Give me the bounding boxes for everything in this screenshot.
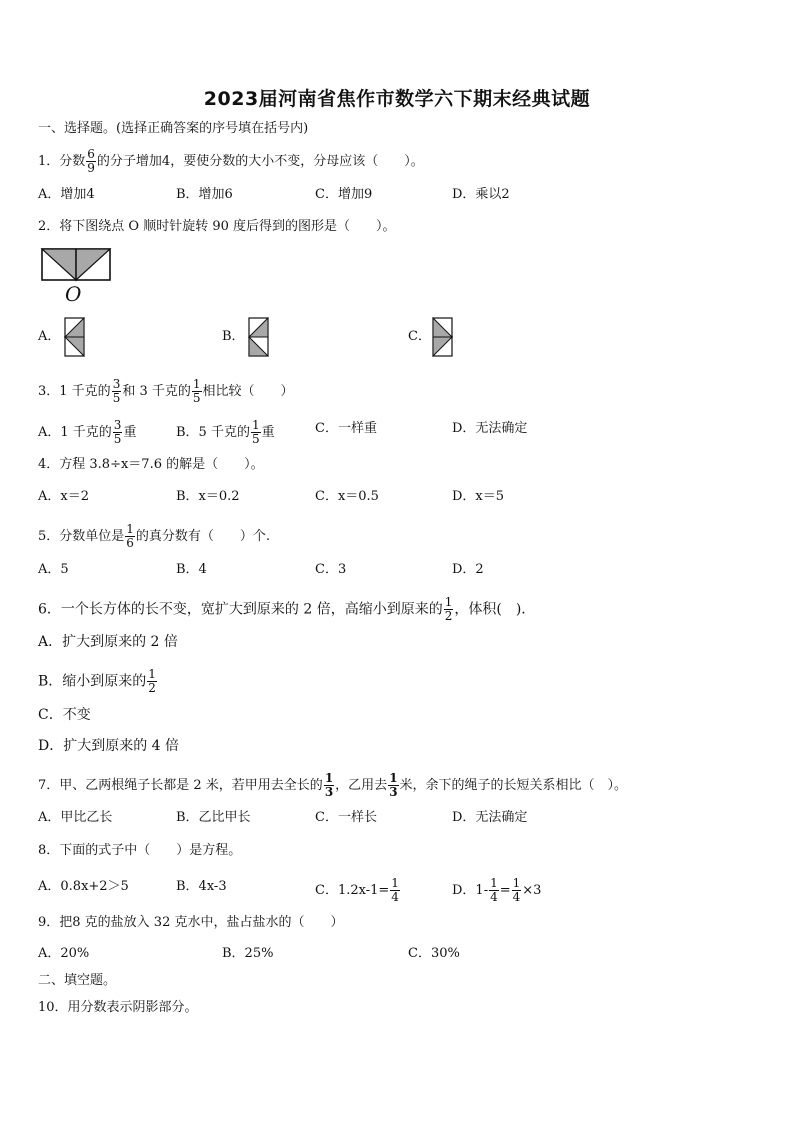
q1-option-d[interactable]: D．乘以2 [452,187,510,202]
question-2: 2．将下图绕点 O 顺时针旋转 90 度后得到的图形是（ ）。 [38,219,396,234]
q1-option-b[interactable]: B．增加6 [176,187,233,202]
q6-fraction: $\frac{1}{2}$ [444,595,453,623]
q7-option-b[interactable]: B．乙比甲长 [176,810,251,825]
page-title: 2023届河南省焦作市数学六下期末经典试题 [203,88,591,110]
q2-option-c[interactable]: C． [408,329,431,344]
q9-option-a[interactable]: A．20% [38,946,90,961]
q9-option-c[interactable]: C．30% [408,946,460,961]
q5-option-a[interactable]: A．5 [38,562,69,577]
q8-option-c[interactable]: C．1.2x-1= $\frac{1}{4}$ [315,876,399,904]
q8-option-a[interactable]: A．0.8x+2＞5 [38,879,129,894]
q6-option-a[interactable]: A．扩大到原来的 2 倍 [38,634,178,650]
q1-option-c[interactable]: C．增加9 [315,187,373,202]
q4-option-c[interactable]: C．x＝0.5 [315,489,379,504]
q5-option-d[interactable]: D．2 [452,562,484,577]
q5-option-b[interactable]: B．4 [176,562,207,577]
q5-fraction: $\frac{1}{6}$ [126,522,134,550]
q6-option-b[interactable]: B．缩小到原来的 $\frac{1}{2}$ [38,667,156,695]
q3-fraction-2: $\frac{1}{5}$ [192,377,201,405]
q9-option-b[interactable]: B．25% [222,946,274,961]
q1-text-pre: 1．分数 [38,154,86,169]
question-4: 4．方程 3.8÷x＝7.6 的解是（ ）。 [38,457,264,472]
q3-option-c[interactable]: C．一样重 [315,421,377,436]
rotation-figure [40,246,112,304]
q7-fraction-1: $\frac{1}{3}$ [324,771,334,799]
q5-option-c[interactable]: C．3 [315,562,347,577]
section-heading-fill: 二、填空题。 [38,973,117,988]
q2-option-b[interactable]: B． [222,329,245,344]
q6-option-c[interactable]: C．不变 [38,707,91,723]
q6-option-d[interactable]: D．扩大到原来的 4 倍 [38,738,180,754]
q8-option-b[interactable]: B．4x-3 [176,879,227,894]
q8-option-d[interactable]: D．1- $\frac{1}{4}$ = $\frac{1}{4}$ ×3 [452,876,542,904]
question-6: 6．一个长方体的长不变，宽扩大到原来的 2 倍，高缩小到原来的 $\frac{1}{2}$ ，体积( )． [38,595,536,623]
q2-option-b-figure[interactable] [247,316,271,358]
question-1 [38,148,424,175]
q1-text-post: 的分子增加4，要使分数的大小不变，分母应该（ ）。 [96,154,424,169]
question-10: 10．用分数表示阴影部分。 [38,1000,198,1015]
point-o-label: O [65,282,82,304]
q7-option-a[interactable]: A．甲比乙长 [38,810,113,825]
q1-option-a[interactable]: A．增加4 [38,187,95,202]
question-8: 8．下面的式子中（ ）是方程。 [38,843,242,858]
q2-option-a-figure[interactable] [63,316,87,358]
question-9: 9．把8 克的盐放入 32 克水中，盐占盐水的（ ） [38,915,344,930]
q2-option-a[interactable]: A． [38,329,61,344]
q7-option-d[interactable]: D．无法确定 [452,810,528,825]
q7-option-c[interactable]: C．一样长 [315,810,377,825]
q1-fraction: $\frac{6}{9}$ [87,147,95,175]
q2-option-c-figure[interactable] [431,316,455,358]
section-heading-choice: 一、选择题。(选择正确答案的序号填在括号内) [38,121,309,136]
q3-option-d[interactable]: D．无法确定 [452,421,528,436]
q4-option-d[interactable]: D．x＝5 [452,489,505,504]
question-5: 5．分数单位是 $\frac{1}{6}$ 的真分数有（ ）个. [38,522,271,550]
q3-option-b[interactable]: B．5 千克的 $\frac{1}{5}$ 重 [176,418,275,446]
q4-option-a[interactable]: A．x＝2 [38,489,89,504]
question-7: 7．甲、乙两根绳子长都是 2 米，若甲用去全长的 $\frac{1}{3}$ ，乙用去 $\frac{1}{3}$ 米，余下的绳子的长短关系相比（ ）。 [38,771,628,799]
q3-fraction-1: $\frac{3}{5}$ [112,377,121,405]
q3-option-a[interactable]: A．1 千克的 $\frac{3}{5}$ 重 [38,418,137,446]
question-3: 3．1 千克的 $\frac{3}{5}$ 和 3 千克的 $\frac{1}{5}$ 相比较（ ） [38,377,294,405]
q4-option-b[interactable]: B．x＝0.2 [176,489,240,504]
q7-fraction-2: $\frac{1}{3}$ [389,771,398,799]
